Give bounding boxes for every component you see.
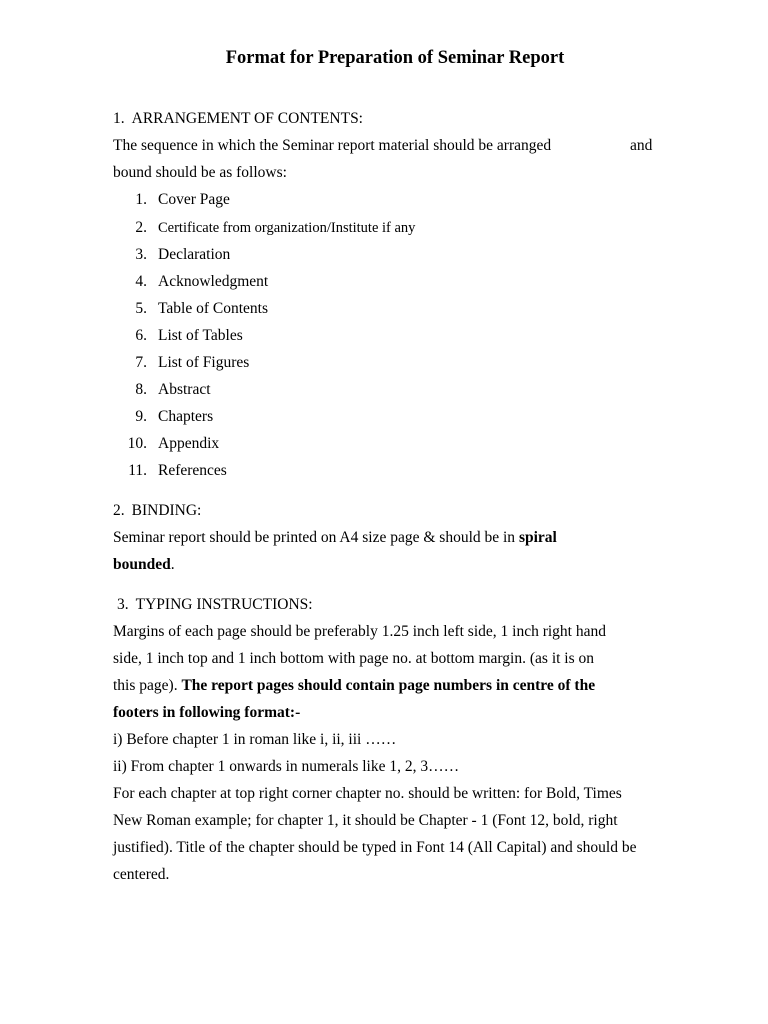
list-item: References — [158, 462, 227, 479]
binding-line-2 — [113, 554, 175, 576]
typing-line-2: side, 1 inch top and 1 inch bottom with page no. at bottom margin. (as it is on — [113, 650, 595, 667]
section-heading-arrangement — [113, 108, 363, 130]
list-item-number: 11. — [128, 462, 147, 479]
typing-line-1: Margins of each page should be preferably 1.25 inch left side, 1 inch right hand — [113, 623, 606, 640]
list-item: Acknowledgment — [158, 273, 269, 290]
typing-line-5: i) Before chapter 1 in roman like i, ii, iii …… — [113, 731, 397, 748]
section-number: 3. — [117, 596, 129, 613]
list-item-number: 2. — [135, 219, 147, 236]
list-item-number: 8. — [135, 381, 147, 398]
list-item: List of Tables — [158, 327, 243, 344]
typing-bold-text: The report pages should contain page numbers in centre of the — [181, 677, 596, 694]
list-item-number: 9. — [135, 408, 147, 425]
list-item: Table of Contents — [158, 300, 268, 317]
section-heading-typing — [117, 594, 313, 616]
intro-text: The sequence in which the Seminar report material should be arranged — [113, 137, 552, 154]
typing-line-9: justified). Title of the chapter should be typed in Font 14 (All Capital) and should be — [113, 839, 637, 856]
list-item-number: 4. — [135, 273, 147, 290]
list-item: Certificate from organization/Institute if any — [158, 220, 416, 236]
list-item-number: 7. — [135, 354, 147, 371]
list-item: Declaration — [158, 246, 231, 263]
arrangement-intro-line-1 — [113, 135, 551, 157]
section-number: 1. — [113, 110, 125, 127]
binding-bold-text: bounded — [113, 556, 171, 573]
typing-line-10: centered. — [113, 866, 170, 883]
section-heading-text: BINDING: — [131, 502, 202, 519]
binding-text: . — [170, 556, 175, 573]
typing-text: this page). — [113, 677, 182, 694]
section-number: 2. — [113, 502, 125, 519]
typing-line-4 — [113, 702, 300, 724]
list-item-number: 5. — [135, 300, 147, 317]
list-item-number: 3. — [135, 246, 147, 263]
section-heading-text: ARRANGEMENT OF CONTENTS: — [131, 110, 363, 127]
arrangement-intro-line-2: bound should be as follows: — [113, 164, 287, 181]
list-item: List of Figures — [158, 354, 250, 371]
list-item: Chapters — [158, 408, 214, 425]
section-heading-text: TYPING INSTRUCTIONS: — [135, 596, 313, 613]
list-item: Abstract — [158, 381, 211, 398]
list-item-number: 6. — [135, 327, 147, 344]
intro-and-text: and — [630, 137, 653, 154]
section-heading-binding — [113, 500, 201, 522]
typing-line-3 — [113, 675, 595, 697]
binding-bold-text: spiral — [518, 529, 557, 546]
page-title: Format for Preparation of Seminar Report — [225, 48, 565, 68]
list-item: Cover Page — [158, 191, 230, 208]
typing-line-8: New Roman example; for chapter 1, it should be Chapter - 1 (Font 12, bold, right — [113, 812, 618, 829]
binding-text: Seminar report should be printed on A4 size page & should be in — [113, 529, 519, 546]
list-item-number: 1. — [135, 191, 147, 208]
binding-line-1 — [113, 527, 557, 549]
list-item: Appendix — [158, 435, 220, 452]
arrangement-intro-and — [630, 135, 652, 157]
list-item-number: 10. — [127, 435, 147, 452]
typing-bold-text: footers in following format:- — [113, 704, 301, 721]
typing-line-7: For each chapter at top right corner chapter no. should be written: for Bold, Times — [113, 785, 622, 802]
typing-line-6: ii) From chapter 1 onwards in numerals like 1, 2, 3…… — [113, 758, 460, 775]
